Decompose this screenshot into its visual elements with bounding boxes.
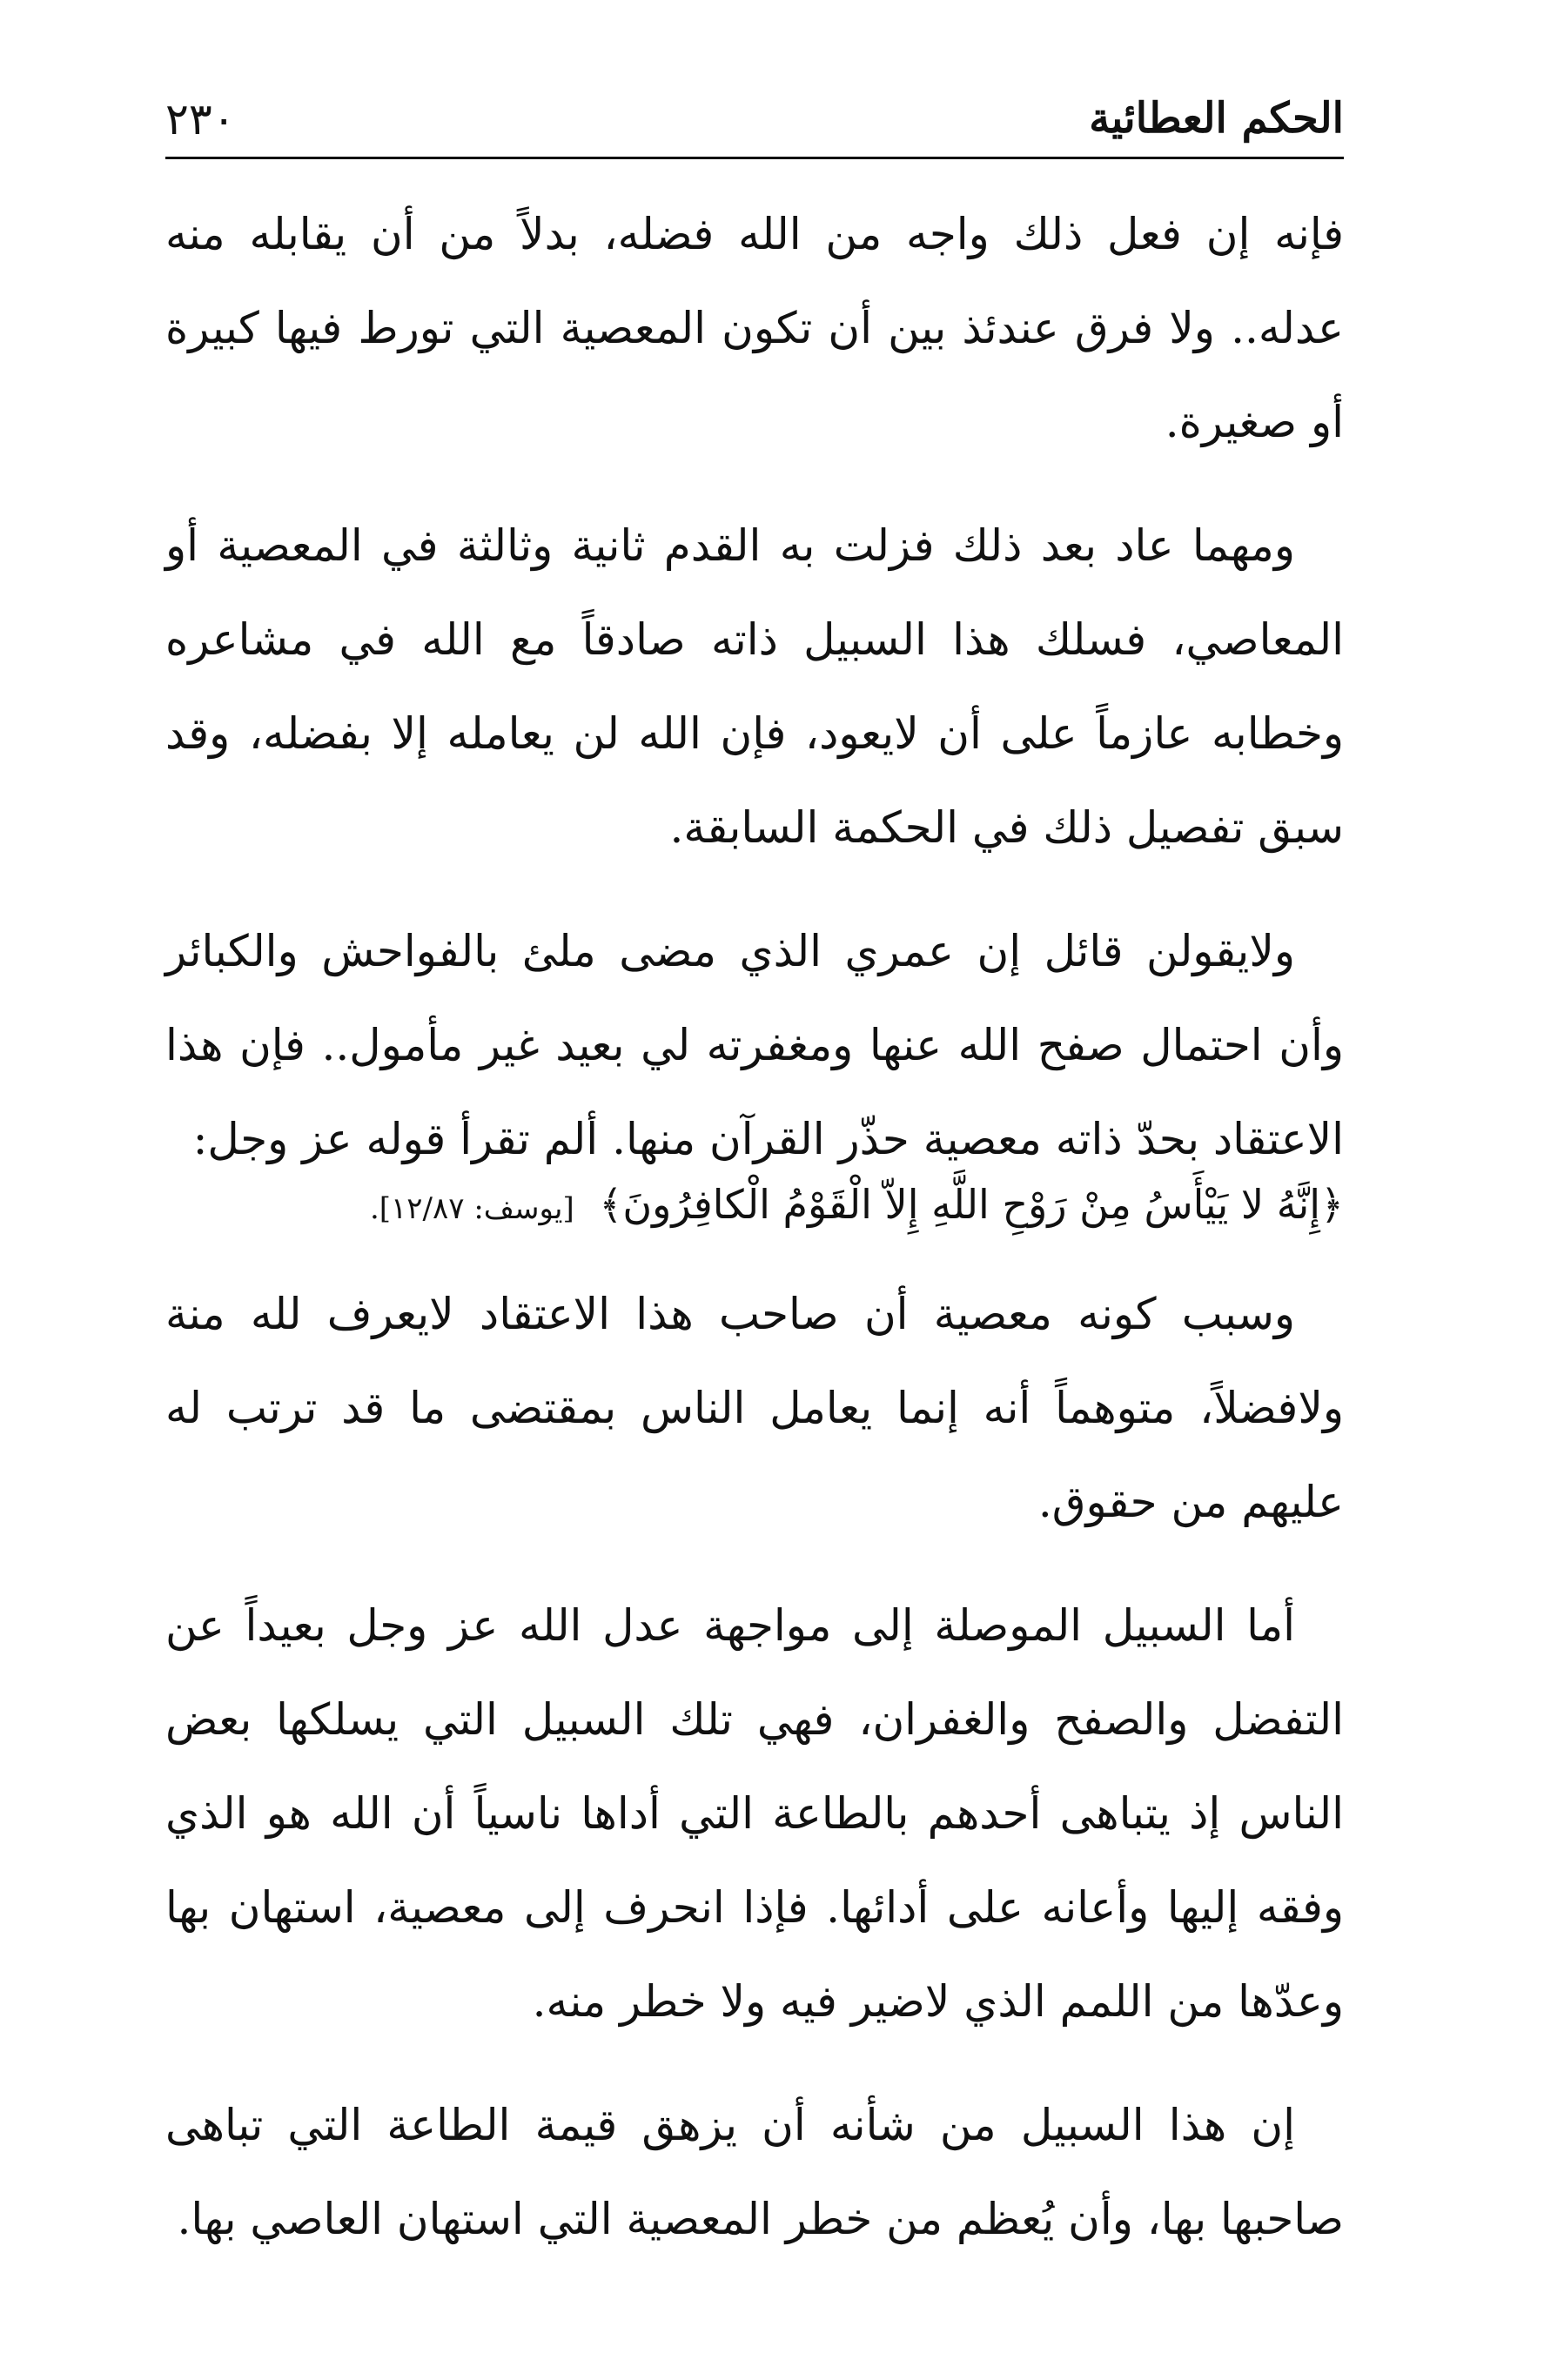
book-title: الحكم العطائية	[1089, 94, 1344, 143]
paragraph: أما السبيل الموصلة إلى مواجهة عدل الله عز وجل بعيداً عن التفضل والصفح والغفران، فهي تلك السبيل التي يسلكها بعض الناس إذ يتباهى أحدهم بالطاعة التي أداها ناسياً أن الله هو الذي وفقه إليها وأعانه على أدائها. فإذا انحرف إلى معصية، استهان بها وعدّها من اللمم الذي لاضير فيه ولا خطر منه.	[165, 1600, 1344, 2027]
header-divider	[165, 157, 1344, 159]
page-number: ٢٣٠	[165, 94, 236, 144]
running-head	[165, 87, 1344, 157]
paragraph: فإنه إن فعل ذلك واجه من الله فضله، بدلاً من أن يقابله منه عدله.. ولا فرق عندئذ بين أن تكون المعصية التي تورط فيها كبيرة أو صغيرة.	[165, 209, 1344, 447]
paragraph: إن هذا السبيل من شأنه أن يزهق قيمة الطاعة التي تباهى صاحبها بها، وأن يُعظم من خطر المعصية التي استهان العاصي بها.	[165, 2100, 1344, 2244]
paragraph: ولايقولن قائل إن عمري الذي مضى ملئ بالفواحش والكبائر وأن احتمال صفح الله عنها ومغفرته لي بعيد غير مأمول.. فإن هذا الاعتقاد بحدّ ذاته معصية حذّر القرآن منها. ألم تقرأ قوله عز وجل:	[165, 926, 1344, 1164]
paragraph: وسبب كونه معصية أن صاحب هذا الاعتقاد لايعرف لله منة ولافضلاً، متوهماً أنه إنما يعامل الناس بمقتضى ما قد ترتب له عليهم من حقوق.	[165, 1289, 1344, 1527]
verse-reference: [يوسف: ١٢/٨٧].	[369, 1191, 574, 1226]
body-text	[165, 187, 1344, 2296]
verse-text: ﴿إِنَّهُ لا يَيْأَسُ مِنْ رَوْحِ اللَّهِ إِلاّ الْقَوْمُ الْكافِرُونَ﴾	[599, 1181, 1344, 1228]
paragraph: ومهما عاد بعد ذلك فزلت به القدم ثانية وثالثة في المعصية أو المعاصي، فسلك هذا السبيل ذاته صادقاً مع الله في مشاعره وخطابه عازماً على أن لايعود، فإن الله لن يعامله إلا بفضله، وقد سبق تفصيل ذلك في الحكمة السابقة.	[165, 520, 1344, 853]
